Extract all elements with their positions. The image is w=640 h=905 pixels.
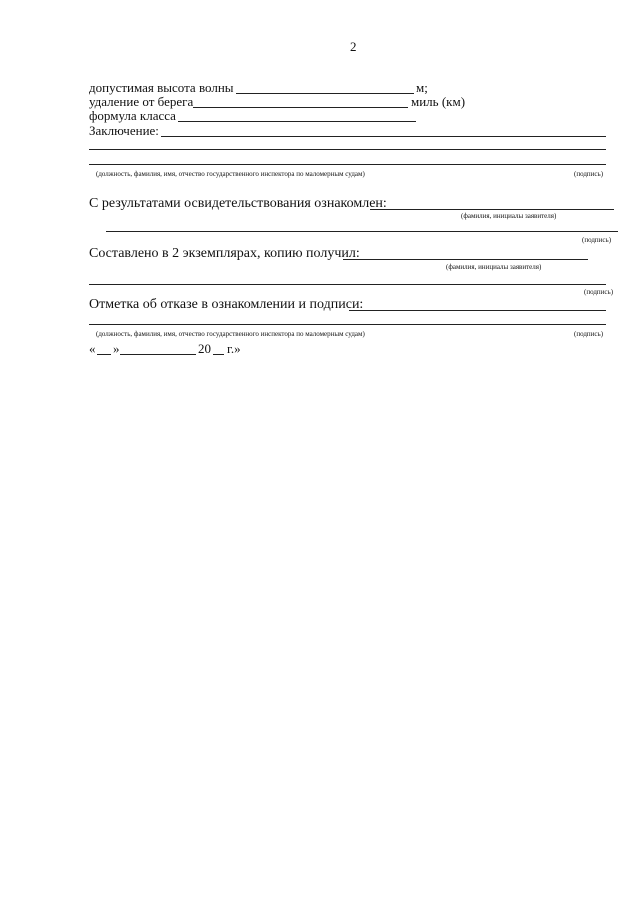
- date-month-field[interactable]: [120, 354, 196, 355]
- signature-caption-2: (подпись): [582, 236, 612, 244]
- date-day-field[interactable]: [97, 354, 111, 355]
- class-formula-label: формула класса: [89, 108, 176, 123]
- applicant-caption-1: (фамилия, инициалы заявителя): [461, 212, 557, 220]
- distance-field[interactable]: [193, 107, 408, 108]
- distance-unit: миль (км): [411, 94, 466, 109]
- date-year-field[interactable]: [213, 354, 224, 355]
- date-year-suffix: г.»: [227, 341, 241, 356]
- copies-signature-field[interactable]: [89, 284, 606, 285]
- refusal-label: Отметка об отказе в ознакомлении и подписи:: [89, 297, 364, 312]
- acquainted-applicant-field[interactable]: [370, 209, 614, 210]
- inspector-field-2[interactable]: [89, 324, 606, 325]
- wave-height-label: допустимая высота волны: [89, 80, 234, 95]
- signature-caption-1: (подпись): [574, 170, 604, 178]
- distance-label: удаление от берега: [89, 94, 194, 109]
- copies-applicant-field[interactable]: [343, 259, 588, 260]
- date-close-quote: »: [113, 341, 120, 356]
- date-year-prefix: 20: [198, 341, 211, 356]
- conclusion-field-1[interactable]: [161, 136, 606, 137]
- inspector-caption-1: (должность, фамилия, имя, отчество государственного инспектора по маломерным судам): [96, 170, 365, 178]
- page-number: 2: [350, 39, 357, 54]
- inspector-caption-2: (должность, фамилия, имя, отчество государственного инспектора по маломерным судам): [96, 330, 365, 338]
- conclusion-label: Заключение:: [89, 123, 159, 138]
- acquainted-signature-field[interactable]: [106, 231, 618, 232]
- applicant-caption-2: (фамилия, инициалы заявителя): [446, 263, 542, 271]
- class-formula-field[interactable]: [178, 121, 416, 122]
- signature-caption-3: (подпись): [584, 288, 614, 296]
- date-open-quote: «: [89, 341, 96, 356]
- signature-caption-4: (подпись): [574, 330, 604, 338]
- acquainted-label: С результатами освидетельствования ознакомлен:: [89, 196, 387, 211]
- refusal-field-1[interactable]: [349, 310, 606, 311]
- conclusion-field-2[interactable]: [89, 149, 606, 150]
- wave-height-field[interactable]: [236, 93, 414, 94]
- wave-height-unit: м;: [416, 80, 428, 95]
- inspector-field-1[interactable]: [89, 164, 606, 165]
- copies-label: Составлено в 2 экземплярах, копию получил:: [89, 246, 360, 261]
